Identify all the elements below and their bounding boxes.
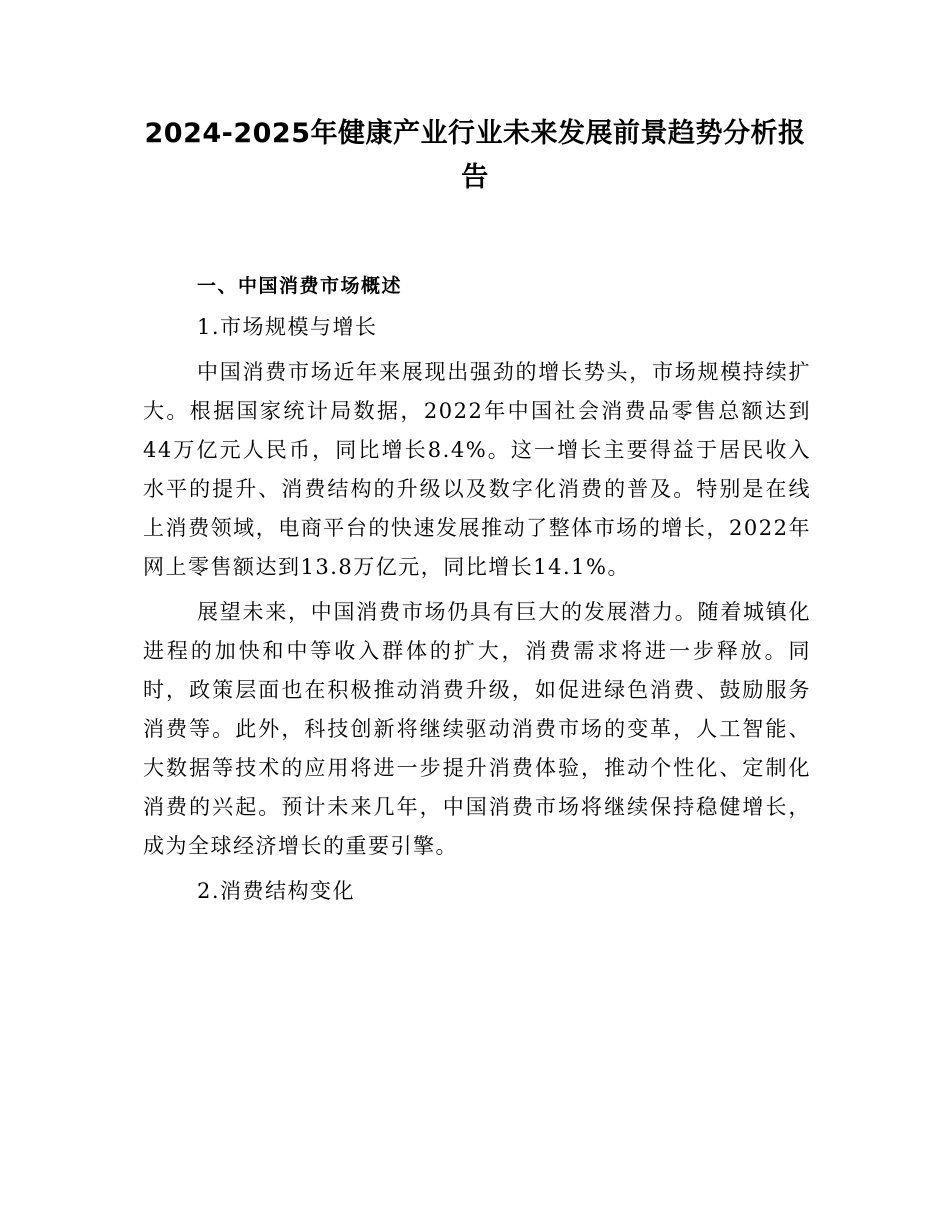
document-title: 2024-2025年健康产业行业未来发展前景趋势分析报告 xyxy=(144,118,806,193)
section-heading: 一、中国消费市场概述 xyxy=(197,275,403,297)
subsection-heading-market-size: 1.市场规模与增长 xyxy=(197,315,378,339)
paragraph-market-size: 中国消费市场近年来展现出强劲的增长势头，市场规模持续扩大。根据国家统计局数据，2022年中国社会消费品零售总额达到44万亿元人民币，同比增长8.4%。这一增长主要得益于居民收入水平的提升、消费结构的升级以及数字化消费的普及。特别是在线上消费领域，电商平台的快速发展推动了整体市场的增长，2022年网上零售额达到13.8万亿元，同比增长14.1%。 xyxy=(143,360,811,579)
paragraph-outlook: 展望未来，中国消费市场仍具有巨大的发展潜力。随着城镇化进程的加快和中等收入群体的扩大，消费需求将进一步释放。同时，政策层面也在积极推动消费升级，如促进绿色消费、鼓励服务消费等。此外，科技创新将继续驱动消费市场的变革，人工智能、大数据等技术的应用将进一步提升消费体验，推动个性化、定制化消费的兴起。预计未来几年，中国消费市场将继续保持稳健增长，成为全球经济增长的重要引擎。 xyxy=(143,600,811,858)
subsection-heading-consumption-structure: 2.消费结构变化 xyxy=(197,879,356,903)
document-body xyxy=(143,268,811,917)
